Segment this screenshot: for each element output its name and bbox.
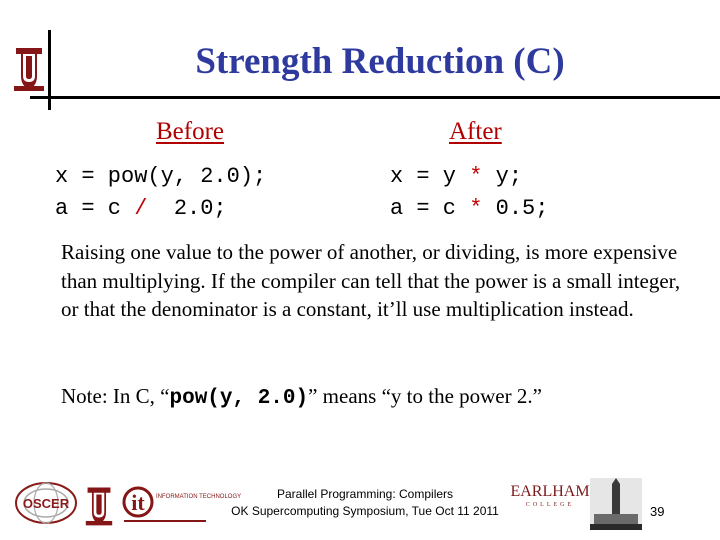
note-suffix: ” means “y to the power 2.” — [308, 384, 542, 408]
note-line — [61, 382, 701, 413]
note-code: pow(y, 2.0) — [169, 387, 309, 410]
after-code-line-2-end: 0.5; — [482, 196, 549, 221]
before-code-block — [55, 161, 266, 225]
slide-title: Strength Reduction (C) — [195, 41, 565, 82]
after-heading: After — [449, 118, 502, 145]
before-heading: Before — [156, 118, 225, 145]
page-number: 39 — [650, 504, 665, 519]
before-code-line-1: x = pow(y, 2.0); — [55, 164, 267, 189]
after-code-line-1-end: y; — [482, 164, 523, 189]
after-code-line-1-start: x = y — [390, 164, 470, 189]
footer-line-1: Parallel Programming: Compilers — [276, 487, 454, 501]
ou-logo-icon — [10, 44, 48, 94]
earlham-logo-subtext: COLLEGE — [525, 502, 575, 508]
before-code-line-2-end: 2.0; — [147, 196, 227, 221]
multiply-operator-1: * — [469, 164, 483, 189]
footer-text — [215, 486, 515, 520]
footer-line-2: OK Supercomputing Symposium, Tue Oct 11 2011 — [231, 504, 499, 518]
earlham-logo-text: EARLHAM — [510, 483, 590, 500]
explanation-paragraph: Raising one value to the power of another, or dividing, is more expensive than multiplying. If the compiler can tell that the power is a small integer, or that the denominator is a constant, it’ll use multiplication instead. — [61, 240, 681, 321]
ou-it-logo-icon — [120, 482, 242, 528]
header-horizontal-rule — [30, 96, 720, 99]
before-code-line-2-start: a = c — [55, 196, 135, 221]
after-code-line-2-start: a = c — [390, 196, 470, 221]
ou-footer-logo-icon — [82, 484, 116, 528]
earlham-logo-icon — [510, 480, 590, 510]
after-code-block — [390, 161, 548, 225]
oscer-logo-text: OSCER — [22, 496, 70, 511]
oscer-logo-icon — [14, 480, 78, 526]
it-logo-text: INFORMATION TECHNOLOGY — [156, 494, 242, 500]
multiply-operator-2: * — [469, 196, 483, 221]
divide-operator: / — [134, 196, 148, 221]
svg-text:it: it — [131, 490, 145, 515]
building-tower-icon — [590, 478, 642, 530]
note-prefix: Note: In C, “ — [61, 384, 170, 408]
